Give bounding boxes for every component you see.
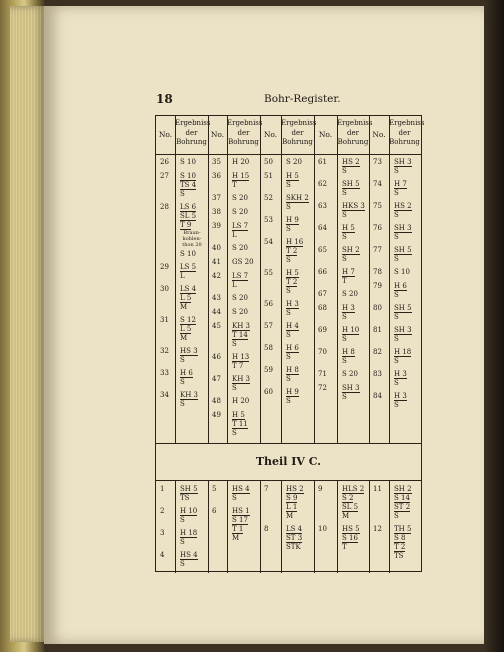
table-result: T 2 (286, 247, 298, 255)
table-row-number: 56 (264, 300, 273, 308)
theil-result: ST 3 (286, 534, 303, 542)
table-row-number: 37 (212, 194, 221, 202)
table-result: H 3 (394, 392, 407, 400)
theil-result: HS 5 (342, 525, 360, 533)
theil-row-number: 5 (212, 485, 217, 493)
theil-result: T 2 (394, 543, 406, 551)
table-result: S (394, 255, 399, 263)
table-row-number: 31 (160, 316, 169, 324)
table-row-number: 41 (212, 258, 221, 266)
bohr-register-table (155, 115, 425, 572)
table-row-number: 29 (160, 263, 169, 271)
table-result: S (286, 181, 291, 189)
table-result: S (394, 357, 399, 365)
table-result: S (394, 379, 399, 387)
theil-result: HS 1 (232, 507, 250, 515)
table-header-row (156, 116, 425, 155)
theil-row-number: 6 (212, 507, 217, 515)
table-result: S (342, 393, 347, 401)
table-result: LS 4 (180, 285, 197, 293)
theil-result: S 16 (342, 534, 358, 542)
table-result: T 7 (232, 362, 244, 370)
page-title: Bohr-Register. (264, 93, 341, 105)
header-no: No. (372, 130, 386, 139)
table-result: KH 3 (180, 391, 199, 399)
table-result: L 5 (180, 325, 192, 333)
column-divider (175, 481, 176, 573)
theil-row-number: 12 (373, 525, 382, 533)
table-row-number: 74 (373, 180, 382, 188)
table-result: S (394, 233, 399, 241)
column-divider (369, 481, 370, 573)
table-result: S (180, 356, 185, 364)
table-row-number: 63 (318, 202, 327, 210)
theil-row-number: 9 (318, 485, 323, 493)
table-result: S (394, 313, 399, 321)
table-result: S (286, 353, 291, 361)
table-result: S 10 (180, 172, 196, 180)
theil-result: TH 5 (394, 525, 412, 533)
table-result: H 20 (232, 158, 250, 166)
column-divider (337, 116, 338, 443)
table-row-number: 78 (373, 268, 382, 276)
table-result: S 12 (180, 316, 196, 324)
header-no: No. (210, 130, 225, 139)
table-result: H 4 (286, 322, 299, 330)
theil-result: HS 4 (232, 485, 250, 493)
theil-row-number: 3 (160, 529, 165, 537)
theil-result: T 1 (232, 525, 244, 533)
table-result: T 9 (180, 221, 192, 229)
table-result: S 20 (342, 370, 358, 378)
table-result: KH 3 (232, 375, 251, 383)
table-row-number: 75 (373, 202, 382, 210)
table-row-number: 62 (318, 180, 327, 188)
table-result: SH 3 (394, 326, 412, 334)
theil-result: H 18 (180, 529, 198, 537)
table-row-number: 54 (264, 238, 273, 246)
column-divider (281, 116, 282, 443)
table-row-number: 82 (373, 348, 382, 356)
page-edges (10, 6, 46, 642)
theil-result: SL 5 (342, 503, 359, 511)
table-result: T 2 (286, 278, 298, 286)
column-divider (337, 481, 338, 573)
table-row-number: 46 (212, 353, 221, 361)
table-result: SH 5 (342, 180, 360, 188)
table-result: H 5 (232, 411, 245, 419)
theil-row-number: 10 (318, 525, 327, 533)
table-result: S (394, 401, 399, 409)
table-result: S (286, 331, 291, 339)
table-result: S 20 (232, 208, 248, 216)
theil-result: L 1 (286, 503, 298, 511)
table-row-number: 33 (160, 369, 169, 377)
table-result: H 8 (286, 366, 299, 374)
column-divider (208, 481, 209, 573)
theil-result: S (180, 538, 185, 546)
table-result: S 20 (232, 244, 248, 252)
table-result: SL 5 (180, 212, 197, 220)
theil-result: S (180, 560, 185, 568)
table-result: H 18 (394, 348, 412, 356)
theil-result: S (180, 516, 185, 524)
header-ergebniss: Ergebniss der Bohrung (281, 119, 317, 146)
table-row-number: 72 (318, 384, 327, 392)
table-row-number: 36 (212, 172, 221, 180)
table-result: S (342, 313, 347, 321)
theil-section-header (156, 443, 421, 481)
theil-row-number: 2 (160, 507, 165, 515)
table-row-number: 53 (264, 216, 273, 224)
table-result: S (232, 340, 237, 348)
table-row-number: 64 (318, 224, 327, 232)
theil-row-number: 4 (160, 551, 165, 559)
theil-result: TS (180, 494, 190, 502)
column-divider (369, 116, 370, 443)
table-row-number: 59 (264, 366, 273, 374)
table-result: H 6 (394, 282, 407, 290)
table-row-number: 71 (318, 370, 327, 378)
table-row-number: 44 (212, 308, 221, 316)
table-result: S 10 (180, 158, 196, 166)
table-result: S (286, 287, 291, 295)
table-result: S (342, 211, 347, 219)
table-row-number: 47 (212, 375, 221, 383)
table-result: S (394, 167, 399, 175)
table-row-number: 61 (318, 158, 327, 166)
table-result: S (180, 190, 185, 198)
table-result: H 6 (286, 344, 299, 352)
table-result: LS 7 (232, 272, 249, 280)
table-result: KH 3 (232, 322, 251, 330)
table-result: TS 4 (180, 181, 197, 189)
theil-result: S 17 (232, 516, 248, 524)
table-result: S (232, 384, 237, 392)
table-result: SKH 2 (286, 194, 309, 202)
table-result: S 20 (232, 194, 248, 202)
header-no: No. (318, 130, 333, 139)
table-row-number: 38 (212, 208, 221, 216)
table-row-number: 40 (212, 244, 221, 252)
table-row-number: 55 (264, 269, 273, 277)
table-result: T 14 (232, 331, 248, 339)
brown-coal-clay-note: Braun- kohlen- thon 20 (182, 230, 202, 248)
table-row-number: 49 (212, 411, 221, 419)
table-result: HS 2 (342, 158, 360, 166)
theil-result: SH 2 (394, 485, 412, 493)
column-divider (175, 116, 176, 443)
column-divider (389, 116, 390, 443)
table-result: S (286, 375, 291, 383)
column-divider (227, 116, 228, 443)
table-result: H 5 (286, 269, 299, 277)
table-result: H 13 (232, 353, 250, 361)
table-result: S (286, 256, 291, 264)
table-row-number: 84 (373, 392, 382, 400)
table-result: S (180, 378, 185, 386)
theil-row-number: 7 (264, 485, 269, 493)
table-row-number: 30 (160, 285, 169, 293)
table-result: SH 3 (342, 384, 360, 392)
table-row-number: 32 (160, 347, 169, 355)
header-ergebniss: Ergebniss der Bohrung (337, 119, 373, 146)
table-row-number: 43 (212, 294, 221, 302)
table-result: SH 3 (394, 224, 412, 232)
column-divider (227, 481, 228, 573)
theil-title: Theil IV C. (255, 455, 322, 468)
table-row-number: 73 (373, 158, 382, 166)
table-result: H 5 (286, 172, 299, 180)
table-result: S (342, 335, 347, 343)
table-result: S (342, 189, 347, 197)
table-result: SH 3 (394, 158, 412, 166)
table-result: S 20 (286, 158, 302, 166)
table-row-number: 39 (212, 222, 221, 230)
theil-result: HS 4 (180, 551, 198, 559)
table-result: T (232, 181, 237, 189)
theil-result: S (394, 512, 399, 520)
table-row-number: 28 (160, 203, 169, 211)
table-result: H 8 (342, 348, 355, 356)
table-result: S (180, 400, 185, 408)
theil-result: S (232, 494, 237, 502)
theil-result: M (286, 512, 294, 520)
header-ergebniss: Ergebniss der Bohrung (389, 119, 425, 146)
table-row-number: 35 (212, 158, 221, 166)
table-row-number: 27 (160, 172, 169, 180)
table-result: S 20 (232, 294, 248, 302)
theil-row-number: 1 (160, 485, 165, 493)
table-row-number: 79 (373, 282, 382, 290)
table-row-number: 81 (373, 326, 382, 334)
table-result: S (232, 429, 237, 437)
table-result: HS 2 (394, 202, 412, 210)
table-result: H 7 (342, 268, 355, 276)
table-result: S (394, 211, 399, 219)
table-result: H 20 (232, 397, 250, 405)
column-divider (260, 481, 261, 573)
table-result: H 7 (394, 180, 407, 188)
table-result: L (232, 281, 237, 289)
table-result: L (232, 231, 237, 239)
table-row-number: 70 (318, 348, 327, 356)
table-row-number: 80 (373, 304, 382, 312)
table-result: T (342, 277, 347, 285)
table-result: H 16 (286, 238, 304, 246)
table-result: H 10 (342, 326, 360, 334)
table-result: L 5 (180, 294, 192, 302)
page-number: 18 (156, 92, 173, 106)
table-result: H 15 (232, 172, 250, 180)
theil-result: T (342, 543, 347, 551)
table-result: LS 7 (232, 222, 249, 230)
column-divider (314, 481, 315, 573)
table-result: S (286, 397, 291, 405)
theil-result: M (232, 534, 240, 542)
table-result: H 3 (394, 370, 407, 378)
table-row-number: 69 (318, 326, 327, 334)
header-ergebniss: Ergebniss der Bohrung (227, 119, 263, 146)
table-result: H 3 (342, 304, 355, 312)
theil-result: S 9 (286, 494, 298, 502)
table-result: S (342, 357, 347, 365)
table-row-number: 77 (373, 246, 382, 254)
column-divider (389, 481, 390, 573)
theil-result: LS 4 (286, 525, 303, 533)
theil-result: HLS 2 (342, 485, 365, 493)
table-result: S 10 (180, 250, 196, 258)
theil-result: M (342, 512, 350, 520)
table-result: SH 5 (394, 304, 412, 312)
table-result: GS 20 (232, 258, 254, 266)
table-result: S (394, 291, 399, 299)
theil-result: ST 2 (394, 503, 411, 511)
table-row-number: 65 (318, 246, 327, 254)
theil-row-number: 8 (264, 525, 269, 533)
table-result: S (286, 225, 291, 233)
theil-result: STK (286, 543, 301, 551)
table-result: HKS 3 (342, 202, 365, 210)
table-result: H 9 (286, 388, 299, 396)
theil-result: SH 5 (180, 485, 198, 493)
column-divider (281, 481, 282, 573)
table-result: S 20 (342, 290, 358, 298)
theil-result: S 2 (342, 494, 354, 502)
table-result: S 10 (394, 268, 410, 276)
table-result: S (286, 309, 291, 317)
table-row-number: 26 (160, 158, 169, 166)
table-result: S (342, 255, 347, 263)
theil-row-number: 11 (373, 485, 382, 493)
table-row-number: 76 (373, 224, 382, 232)
table-result: SH 5 (394, 246, 412, 254)
table-result: H 6 (180, 369, 193, 377)
table-result: M (180, 334, 188, 342)
table-row-number: 50 (264, 158, 273, 166)
page-header (156, 92, 416, 108)
table-result: S (342, 167, 347, 175)
table-result: H 3 (286, 300, 299, 308)
table-result: L (180, 272, 185, 280)
theil-result: TS (394, 552, 404, 560)
table-row-number: 45 (212, 322, 221, 330)
table-result: H 5 (342, 224, 355, 232)
table-result: SH 2 (342, 246, 360, 254)
table-result: T 11 (232, 420, 248, 428)
table-result: HS 3 (180, 347, 198, 355)
table-result: S 20 (232, 308, 248, 316)
table-row-number: 52 (264, 194, 273, 202)
table-result: S (394, 335, 399, 343)
header-no: No. (158, 130, 173, 139)
table-result: S (286, 203, 291, 211)
theil-result: S 8 (394, 534, 406, 542)
table-row-number: 60 (264, 388, 273, 396)
table-row-number: 57 (264, 322, 273, 330)
column-divider (314, 116, 315, 443)
header-ergebniss: Ergebniss der Bohrung (175, 119, 211, 146)
column-divider (208, 116, 209, 443)
table-row-number: 48 (212, 397, 221, 405)
table-result: M (180, 303, 188, 311)
theil-result: HS 2 (286, 485, 304, 493)
header-no: No. (263, 130, 278, 139)
table-result: H 9 (286, 216, 299, 224)
table-row-number: 58 (264, 344, 273, 352)
table-row-number: 67 (318, 290, 327, 298)
table-result: S (394, 189, 399, 197)
theil-result: S 14 (394, 494, 410, 502)
table-row-number: 66 (318, 268, 327, 276)
binding-shadow (484, 0, 504, 652)
table-result: LS 5 (180, 263, 197, 271)
table-row-number: 68 (318, 304, 327, 312)
table-row-number: 34 (160, 391, 169, 399)
table-row-number: 51 (264, 172, 273, 180)
table-result: S (342, 233, 347, 241)
column-divider (260, 116, 261, 443)
table-result: LS 6 (180, 203, 197, 211)
theil-result: H 10 (180, 507, 198, 515)
table-row-number: 83 (373, 370, 382, 378)
table-row-number: 42 (212, 272, 221, 280)
